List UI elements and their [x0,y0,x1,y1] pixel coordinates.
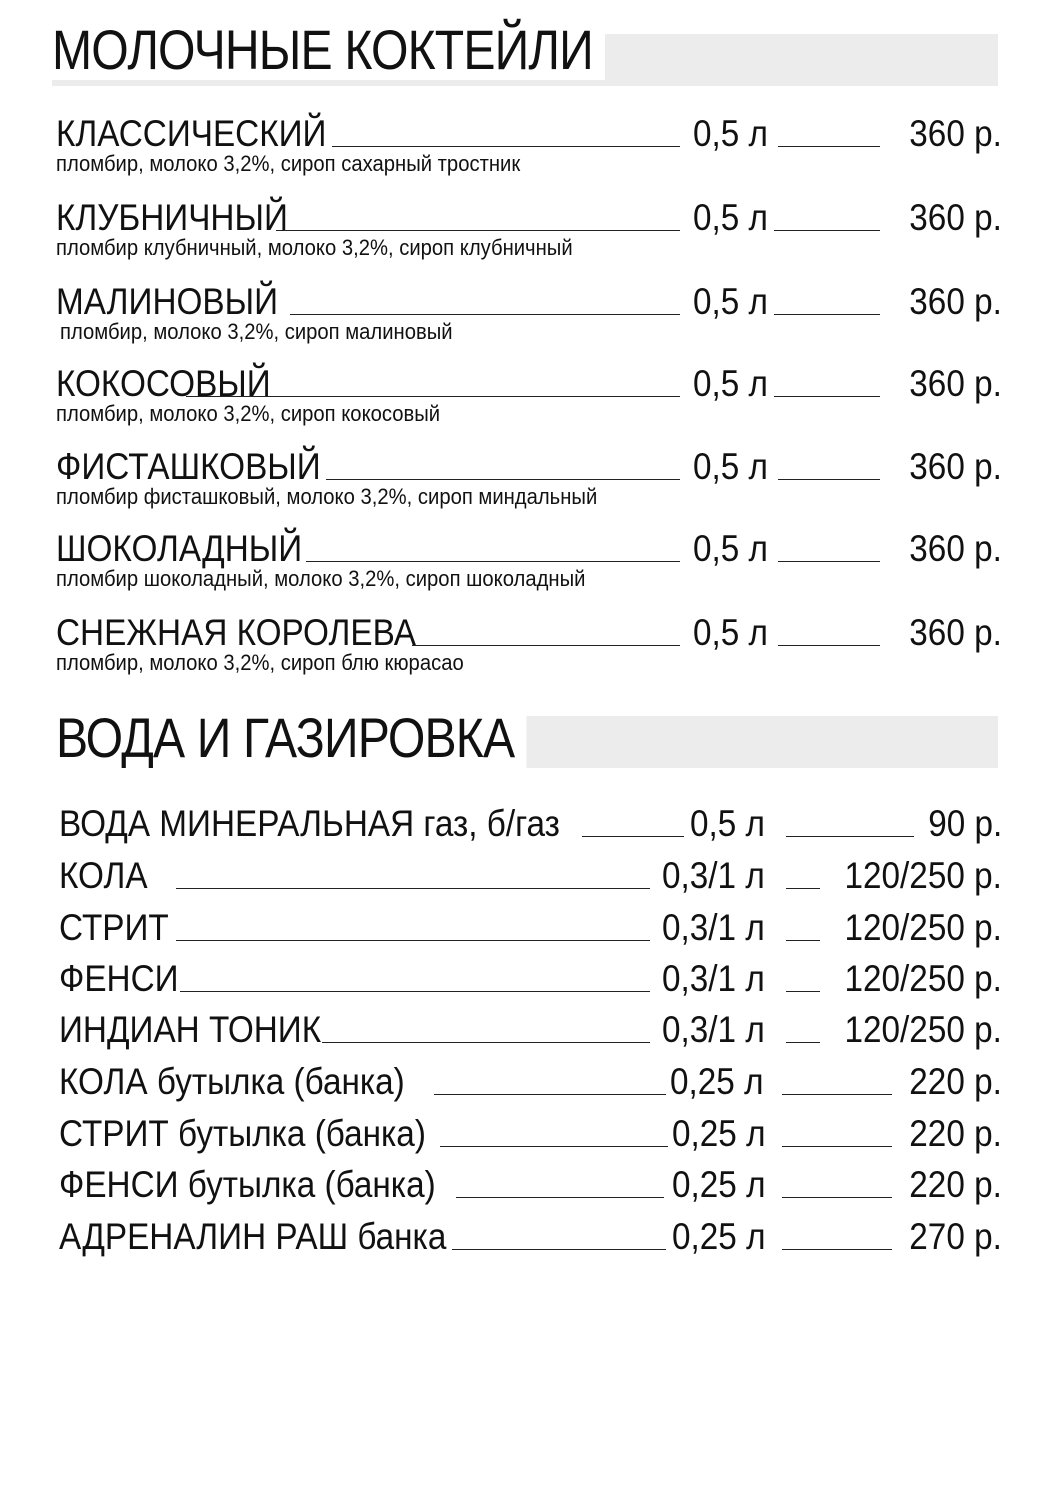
menu-item [56,854,1002,898]
menu-item [56,196,1002,260]
item-price: 360 р. [909,113,1002,154]
leader-line [778,146,880,147]
leader-line [440,1146,668,1147]
item-name: ВОДА МИНЕРАЛЬНАЯ газ, б/газ [59,803,560,844]
leader-line [778,645,880,646]
menu-item [56,1008,1002,1052]
item-price: 360 р. [909,363,1002,404]
item-volume: 0,5 л [693,363,768,404]
item-name: СТРИТ [59,907,169,948]
menu-item [56,906,1002,950]
item-description: пломбир, молоко 3,2%, сироп блю кюрасао [56,650,464,675]
item-volume: 0,5 л [693,612,768,653]
item-volume: 0,5 л [693,446,768,487]
leader-line [186,396,680,397]
item-volume: 0,3/1 л [662,958,765,999]
leader-line [452,1249,666,1250]
menu-item [56,445,1002,509]
menu-item [56,280,1002,344]
menu-item [56,527,1002,591]
leader-line [774,230,880,231]
item-volume: 0,3/1 л [662,907,765,948]
item-price: 90 р. [927,803,1002,844]
item-name: ФЕНСИ бутылка (банка) [59,1164,436,1205]
leader-line [786,991,820,992]
item-volume: 0,3/1 л [662,1009,765,1050]
leader-line [774,314,880,315]
item-volume: 0,5 л [690,803,765,844]
leader-line [782,1197,892,1198]
item-price: 120/250 р. [844,855,1002,896]
item-price: 270 р. [909,1216,1002,1257]
item-volume: 0,25 л [672,1113,766,1154]
menu-item [56,112,1002,176]
leader-line [782,1249,892,1250]
leader-line [276,230,680,231]
leader-line [782,1146,892,1147]
item-price: 220 р. [909,1164,1002,1205]
leader-line [782,1094,892,1095]
item-description: пломбир, молоко 3,2%, сироп малиновый [60,319,453,344]
item-description: пломбир, молоко 3,2%, сироп сахарный тростник [56,151,521,176]
menu-item [56,611,1002,675]
leader-line [290,314,680,315]
item-volume: 0,25 л [672,1216,766,1257]
leader-line [434,1094,666,1095]
leader-line [176,888,650,889]
leader-line [332,146,680,147]
item-volume: 0,5 л [693,197,768,238]
item-description: пломбир шоколадный, молоко 3,2%, сироп шоколадный [56,566,586,591]
leader-line [774,396,880,397]
item-description: пломбир клубничный, молоко 3,2%, сироп клубничный [56,235,573,260]
item-volume: 0,5 л [693,113,768,154]
item-volume: 0,25 л [670,1061,764,1102]
item-price: 360 р. [909,197,1002,238]
item-price: 120/250 р. [844,907,1002,948]
item-name: МАЛИНОВЫЙ [56,281,279,322]
leader-line [306,561,680,562]
leader-line [786,836,914,837]
leader-line [176,940,650,941]
leader-line [778,561,880,562]
item-price: 360 р. [909,528,1002,569]
item-name: ШОКОЛАДНЫЙ [56,528,303,569]
item-name: КОКОСОВЫЙ [56,363,271,404]
item-price: 220 р. [909,1061,1002,1102]
item-price: 120/250 р. [844,1009,1002,1050]
item-volume: 0,5 л [693,281,768,322]
water-header [56,706,998,769]
menu-item [56,802,1002,846]
milkshakes-title: МОЛОЧНЫЕ КОКТЕЙЛИ [52,20,605,80]
water-title: ВОДА И ГАЗИРОВКА [56,708,526,768]
item-price: 360 р. [909,281,1002,322]
leader-line [786,888,820,889]
item-name: КЛАССИЧЕСКИЙ [56,113,327,154]
item-name: КОЛА [59,855,148,896]
item-name: СТРИТ бутылка (банка) [59,1113,426,1154]
item-name: КЛУБНИЧНЫЙ [56,197,288,238]
leader-line [326,479,680,480]
menu-item [56,362,1002,426]
item-name: ИНДИАН ТОНИК [59,1009,322,1050]
item-description: пломбир фисташковый, молоко 3,2%, сироп миндальный [56,484,598,509]
leader-line [582,836,684,837]
leader-line [786,940,820,941]
leader-line [180,991,650,992]
menu-item [56,1163,1002,1207]
milkshakes-header [52,18,998,86]
leader-line [456,1197,664,1198]
leader-line [786,1042,820,1043]
item-name: ФИСТАШКОВЫЙ [56,446,321,487]
menu-item [56,1060,1002,1104]
item-price: 360 р. [909,446,1002,487]
item-name: СНЕЖНАЯ КОРОЛЕВА [56,612,416,653]
menu-item [56,1215,1002,1259]
item-name: КОЛА бутылка (банка) [59,1061,405,1102]
leader-line [412,645,680,646]
item-name: ФЕНСИ [59,958,179,999]
leader-line [322,1042,650,1043]
item-price: 120/250 р. [844,958,1002,999]
item-volume: 0,3/1 л [662,855,765,896]
item-volume: 0,25 л [672,1164,766,1205]
item-description: пломбир, молоко 3,2%, сироп кокосовый [56,401,441,426]
item-name: АДРЕНАЛИН РАШ банка [59,1216,447,1257]
leader-line [778,479,880,480]
menu-item [56,1112,1002,1156]
item-price: 360 р. [909,612,1002,653]
item-volume: 0,5 л [693,528,768,569]
item-price: 220 р. [909,1113,1002,1154]
menu-item [56,957,1002,1001]
